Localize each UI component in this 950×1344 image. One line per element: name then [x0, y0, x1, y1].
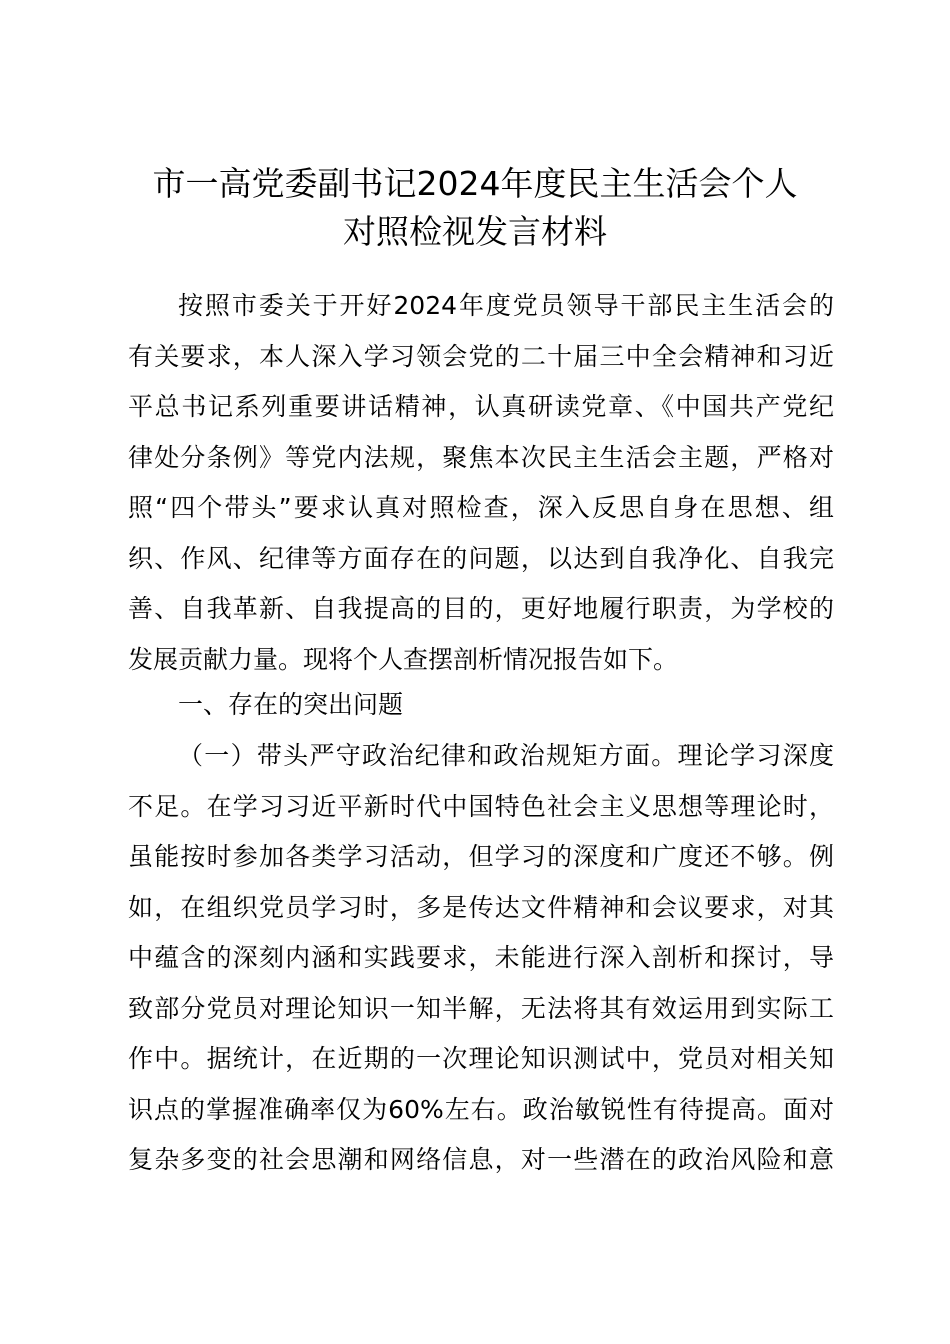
- paragraph-line: 按照市委关于开好2024年度党员领导干部民主生活会的: [178, 291, 834, 320]
- section-heading: [128, 680, 834, 731]
- paragraph-line: 识点的掌握准确率仅为60%左右。政治敏锐性有待提高。面对: [128, 1094, 834, 1124]
- paragraph-line: 照“四个带头”要求认真对照检查，深入反思自身在思想、组: [128, 493, 834, 522]
- paragraph-line: 织、作风、纪律等方面存在的问题，以达到自我净化、自我完: [128, 543, 834, 573]
- paragraph-line: 善、自我革新、自我提高的目的，更好地履行职责，为学校的: [128, 594, 834, 623]
- paragraph-line: 作中。据统计，在近期的一次理论知识测试中，党员对相关知: [128, 1044, 834, 1073]
- document-title-line-2: 对照检视发言材料: [343, 212, 607, 251]
- document-title-line-1: 市一高党委副书记2024年度民主生活会个人: [152, 164, 798, 203]
- paragraph-line: （一）带头严守政治纪律和政治规矩方面。理论学习深度: [178, 741, 834, 770]
- paragraph-line: 有关要求，本人深入学习领会党的二十届三中全会精神和习近: [128, 341, 834, 371]
- intro-paragraph: [128, 281, 834, 685]
- paragraph-line: 不足。在学习习近平新时代中国特色社会主义思想等理论时，: [128, 791, 834, 821]
- paragraph-line: 如，在组织党员学习时，多是传达文件精神和会议要求，对其: [128, 892, 834, 922]
- section-1-paragraph: [128, 731, 834, 1186]
- section-heading-text: 一、存在的突出问题: [178, 690, 404, 719]
- paragraph-line: 发展贡献力量。现将个人查摆剖析情况报告如下。: [128, 644, 679, 674]
- paragraph-line: 平总书记系列重要讲话精神，认真研读党章、《中国共产党纪: [128, 392, 834, 421]
- paragraph-line: 虽能按时参加各类学习活动，但学习的深度和广度还不够。例: [128, 842, 834, 871]
- paragraph-line: 致部分党员对理论知识一知半解，无法将其有效运用到实际工: [128, 993, 834, 1023]
- paragraph-line: 复杂多变的社会思潮和网络信息，对一些潜在的政治风险和意: [128, 1145, 834, 1174]
- paragraph-line: 中蕴含的深刻内涵和实践要求，未能进行深入剖析和探讨，导: [128, 943, 834, 972]
- paragraph-line: 律处分条例》等党内法规，聚焦本次民主生活会主题，严格对: [128, 442, 834, 472]
